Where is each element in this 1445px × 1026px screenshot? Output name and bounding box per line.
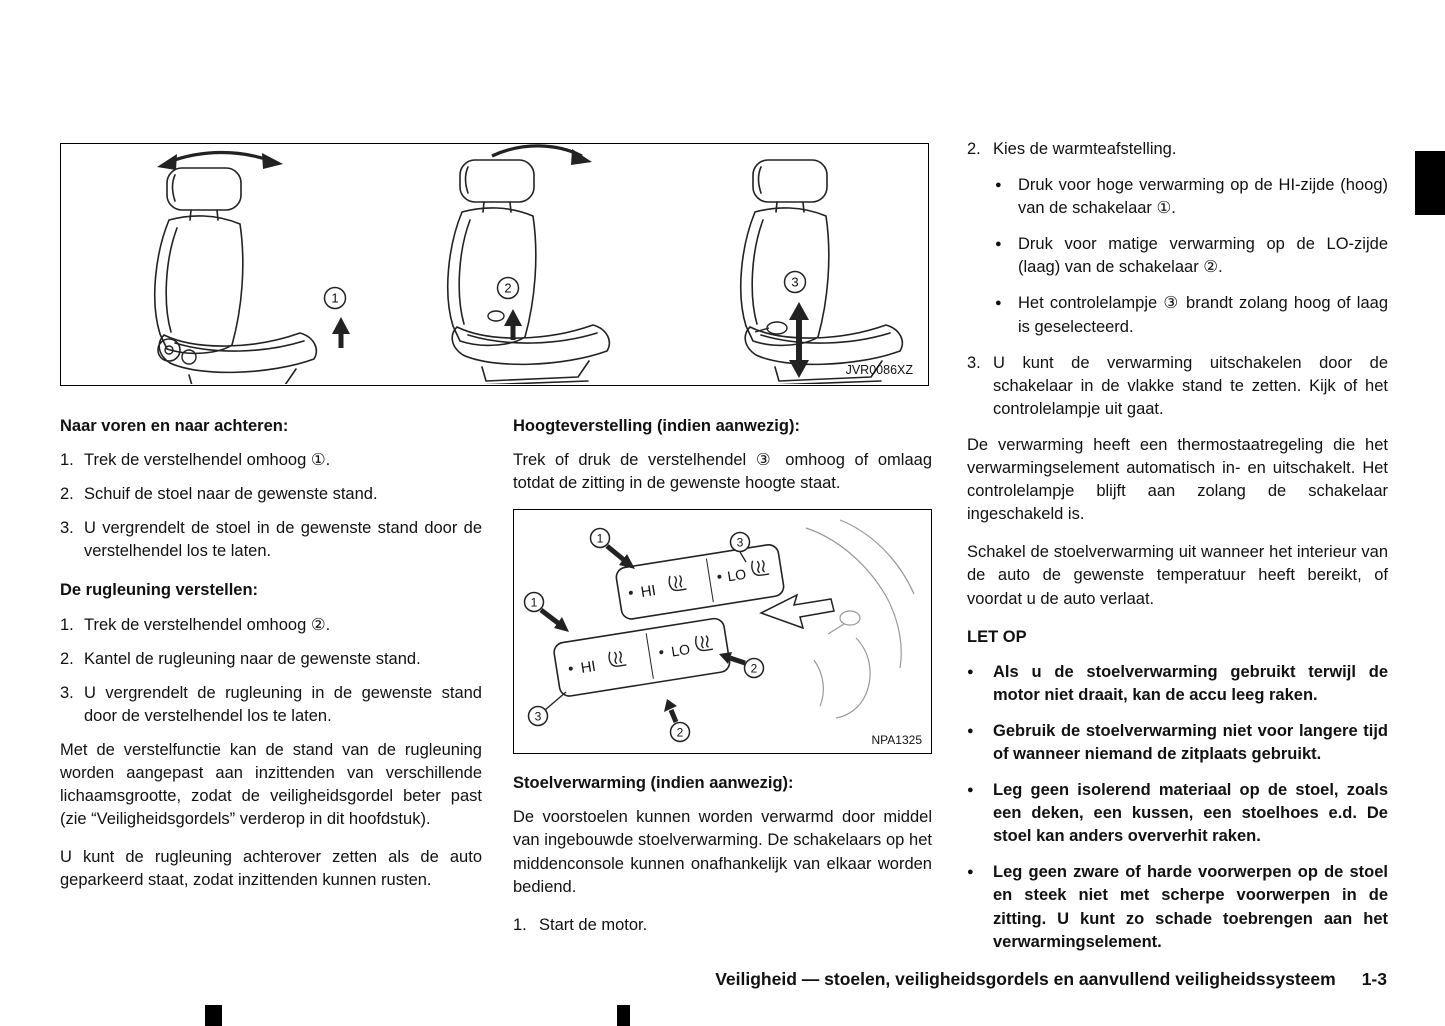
column-heating-instructions — [967, 138, 1388, 967]
list-text: Schuif de stoel naar de gewenste stand. — [84, 485, 378, 504]
bullet-item — [995, 174, 1388, 220]
bullet-item — [995, 292, 1388, 338]
callout-number: 1 — [530, 595, 538, 610]
list-text: U vergrendelt de rugleuning in de gewenste stand door de verstelhendel los te laten. — [84, 683, 482, 725]
step-number: 1. — [513, 915, 527, 934]
location-arrow — [761, 595, 834, 628]
recline-direction-arrow — [492, 146, 592, 165]
callout-1-number: 1 — [331, 290, 339, 306]
heater-switch-panel-upper — [615, 544, 785, 621]
heading-height-adjust: Hoogteverstelling (indien aanwezig): — [513, 417, 800, 435]
footer-chapter-title: Veiligheid — stoelen, veiligheidsgordels en aanvullend veiligheidssysteem — [715, 969, 1336, 989]
caution-text: Gebruik de stoelverwarming niet voor langere tijd of wanneer niemand de zitplaats gebruikt. — [993, 721, 1388, 763]
list-text: Trek de verstelhendel omhoog ②. — [84, 615, 331, 634]
print-mark — [617, 1005, 630, 1026]
chapter-tab — [1415, 151, 1445, 215]
seat-2-drawing — [448, 146, 610, 384]
lo-label: LO — [670, 641, 692, 660]
list-number: 1. — [60, 451, 74, 470]
list-item — [60, 449, 482, 472]
seat-1-drawing — [155, 153, 350, 385]
step-text: Start de motor. — [539, 915, 648, 934]
caution-bullet — [967, 720, 1388, 766]
callout-3 — [785, 272, 806, 293]
bullet-item — [995, 233, 1388, 279]
print-mark — [205, 1005, 222, 1026]
heater-switch-panel-lower — [553, 617, 731, 697]
callout-3-lower — [529, 692, 567, 726]
bullet-text: Druk voor hoge verwarming op de HI-zijde (hoog) van de schakelaar ①. — [1018, 176, 1388, 218]
step-number: 2. — [967, 140, 981, 158]
callout-number: 1 — [596, 531, 604, 546]
list-item — [60, 682, 482, 728]
step-item — [967, 138, 1388, 161]
step-sub-bullets — [995, 174, 1388, 339]
paragraph-switch-off: Schakel de stoelverwarming uit wanneer het interieur van de auto de gewenste temperatuur heeft bereikt, of voordat u de auto verlaat. — [967, 543, 1388, 608]
bullet-text: Druk voor matige verwarming op de LO-zijde (laag) van de schakelaar ②. — [1018, 235, 1388, 277]
console-sketch — [806, 520, 914, 718]
figure-seat-heater-switches — [513, 509, 932, 754]
list-item — [60, 517, 482, 563]
callout-2 — [498, 278, 519, 299]
paragraph-backrest-rest: U kunt de rugleuning achterover zetten als de auto geparkeerd staat, zodat inzittenden kunnen rusten. — [60, 848, 482, 890]
bullet-dot: ● — [967, 866, 974, 879]
paragraph-height-adjust: Trek of druk de verstelhendel ③ omhoog of omlaag totdat de zitting in de gewenste hoogte staat. — [513, 451, 932, 493]
callout-number: 3 — [736, 535, 744, 550]
column-seat-adjustment-text — [60, 415, 482, 908]
caution-heading: LET OP — [967, 627, 1027, 646]
heading-forward-backward: Naar voren en naar achteren: — [60, 417, 289, 435]
list-item — [60, 648, 482, 671]
lo-label: LO — [726, 565, 748, 585]
list-item — [60, 614, 482, 637]
caution-bullet — [967, 861, 1388, 953]
list-text: U vergrendelt de stoel in de gewenste stand door de verstelhendel los te laten. — [84, 519, 482, 561]
seat-adjustment-illustration — [61, 144, 927, 384]
figure-seat-adjustment — [60, 143, 929, 386]
bullet-dot: ● — [995, 179, 1002, 192]
heading-seat-heating: Stoelverwarming (indien aanwezig): — [513, 774, 794, 793]
lever-up-arrow-1 — [332, 317, 350, 348]
callout-number: 3 — [534, 709, 542, 724]
bullet-text: Het controlelampje ③ brandt zolang hoog of laag is geselecteerd. — [1018, 294, 1388, 336]
list-number: 1. — [60, 615, 74, 634]
caution-section — [967, 626, 1388, 954]
paragraph-backrest-function: Met de verstelfunctie kan de stand van de rugleuning worden aangepast aan inzittenden van verschillende lichaamsgrootte, zodat de veiligheidsgordel beter past (zie “Veiligheidsgordels” verderop in dit hoofdstuk). — [60, 740, 482, 829]
hi-label: HI — [639, 582, 658, 602]
caution-bullet — [967, 779, 1388, 848]
callout-number: 2 — [750, 661, 758, 676]
seat-3-drawing — [741, 160, 903, 384]
figure1-label: JVR0086XZ — [845, 363, 913, 377]
step-item — [967, 352, 1388, 421]
caution-bullet — [967, 661, 1388, 707]
list-text: Trek de verstelhendel omhoog ①. — [84, 451, 331, 470]
callout-1 — [325, 288, 346, 309]
callout-number: 2 — [676, 725, 684, 740]
height-direction-arrows — [789, 302, 809, 378]
list-text: Kantel de rugleuning naar de gewenste stand. — [84, 649, 421, 668]
hi-label: HI — [579, 658, 598, 678]
bullet-dot: ● — [995, 297, 1002, 310]
list-number: 3. — [60, 683, 74, 702]
callout-3-number: 3 — [791, 274, 799, 290]
figure2-label: NPA1325 — [871, 733, 922, 748]
bullet-dot: ● — [967, 665, 974, 678]
paragraph-seat-heating: De voorstoelen kunnen worden verwarmd door middel van ingebouwde stoelverwarming. De schakelaars op het middenconsole kunnen onafhankelijk van elkaar worden bediend. — [513, 808, 932, 896]
footer-page-number: 1-3 — [1361, 969, 1387, 989]
list-number: 3. — [60, 519, 74, 538]
column-height-heating — [513, 415, 932, 950]
callout-1-upper — [591, 529, 636, 570]
heading-backrest-adjust: De rugleuning verstellen: — [60, 581, 259, 600]
paragraph-thermostat: De verwarming heeft een thermostaatregeling die het verwarmingselement automatisch in- en uitschakelt. Het controlelampje blijft aan zolang de schakelaar ingeschakeld is. — [967, 435, 1388, 524]
bullet-dot: ● — [967, 724, 974, 737]
lever-up-arrow-2 — [504, 309, 522, 340]
list-number: 2. — [60, 485, 74, 504]
caution-text: Leg geen zware of harde voorwerpen op de stoel en steek niet met scherpe voorwerpen in de zitting. U kunt zo schade toebrengen aan het verwarmingselement. — [993, 863, 1388, 951]
callout-2-number: 2 — [504, 280, 512, 296]
caution-text: Leg geen isolerend materiaal op de stoel, zoals een deken, een kussen, een stoelhoes e.d. De stoel kan anders oververhit raken. — [993, 781, 1388, 846]
step-text: U kunt de verwarming uitschakelen door de schakelaar in de vlakke stand te zetten. Kijk of het controlelampje uit gaat. — [993, 353, 1388, 418]
list-number: 2. — [60, 649, 74, 668]
callout-1-lower — [525, 593, 570, 633]
callout-2-bottom — [664, 699, 690, 742]
page-footer — [715, 969, 1387, 990]
bullet-dot: ● — [995, 238, 1002, 251]
step-item — [513, 914, 932, 937]
seat-heater-illustration — [514, 510, 930, 752]
list-item — [60, 483, 482, 506]
step-text: Kies de warmteafstelling. — [993, 140, 1177, 158]
step-number: 3. — [967, 353, 981, 372]
caution-text: Als u de stoelverwarming gebruikt terwijl de motor niet draait, kan de accu leeg raken. — [993, 662, 1388, 704]
bullet-dot: ● — [967, 784, 974, 797]
